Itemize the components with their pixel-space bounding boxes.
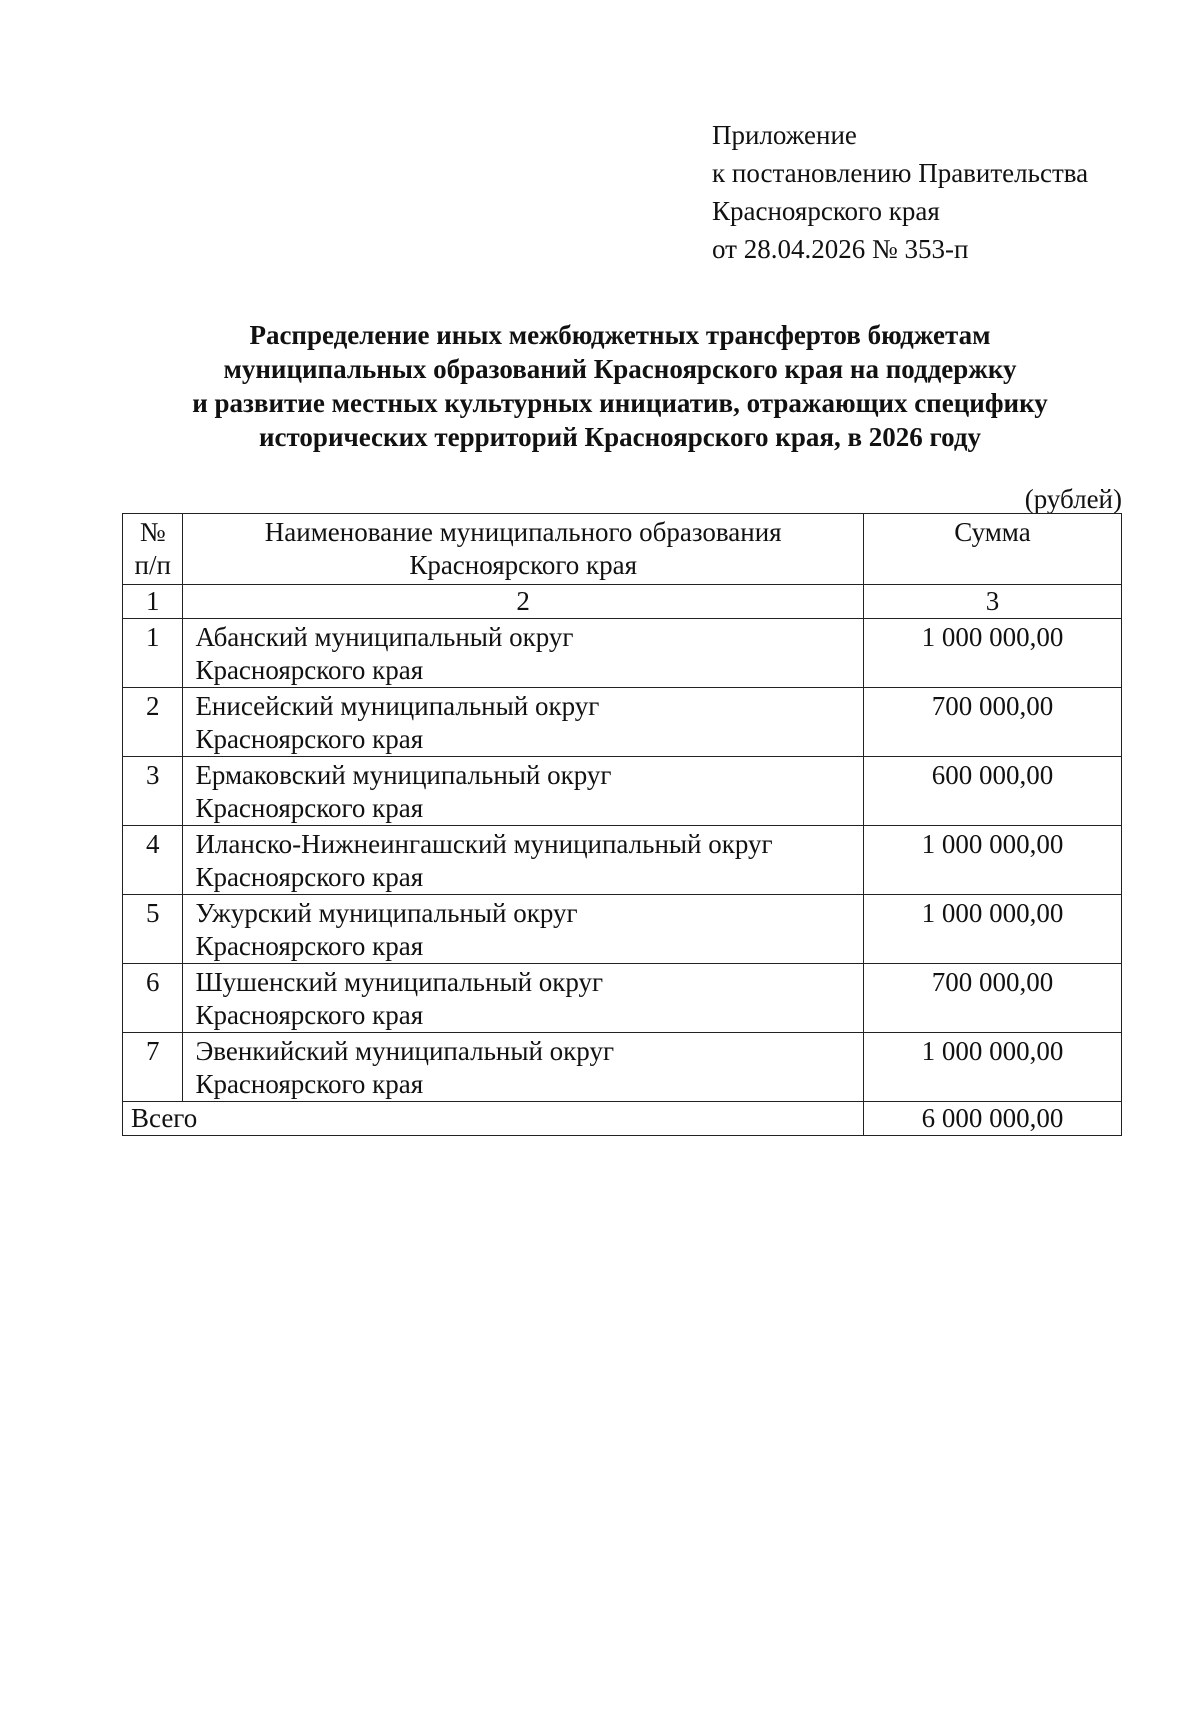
municipality-name [183,757,863,826]
title-line: исторических территорий Красноярского края, в 2026 году [258,422,982,452]
header-name [183,514,863,585]
total-label: Всего [123,1102,864,1136]
municipality-name-line2: Красноярского края [195,862,424,892]
municipality-name [183,619,863,688]
header-sum-label: Сумма [954,517,1031,547]
units-label: (рублей) [1024,484,1122,514]
table-row [123,688,1122,757]
row-number: 1 [123,619,183,688]
municipality-name-line1: Шушенский муниципальный округ [195,967,604,997]
table-row [123,757,1122,826]
distribution-table [122,513,1122,1136]
municipality-name [183,688,863,757]
table-row [123,1033,1122,1102]
table-row [123,619,1122,688]
municipality-name [183,964,863,1033]
row-number: 6 [123,964,183,1033]
row-number: 2 [123,688,183,757]
table-row [123,826,1122,895]
title-line: муниципальных образований Красноярского края на поддержку [223,354,1017,384]
row-sum: 700 000,00 [863,964,1121,1033]
municipality-name-line2: Красноярского края [195,1069,424,1099]
municipality-name-line2: Красноярского края [195,1000,424,1030]
row-sum: 700 000,00 [863,688,1121,757]
row-sum: 600 000,00 [863,757,1121,826]
header-name-line2: Красноярского края [409,550,638,580]
table-header-row [123,514,1122,585]
header-number-line1: № [139,517,166,547]
header-number [123,514,183,585]
appendix-line: от 28.04.2026 № 353-п [712,234,969,264]
row-number: 7 [123,1033,183,1102]
municipality-name-line2: Красноярского края [195,655,424,685]
municipality-name-line1: Абанский муниципальный округ [195,622,574,652]
row-number: 3 [123,757,183,826]
appendix-line: Красноярского края [712,196,940,226]
title-line: и развитие местных культурных инициатив, отражающих специфику [192,388,1048,418]
municipality-name-line2: Красноярского края [195,931,424,961]
municipality-name-line1: Иланско-Нижнеингашский муниципальный округ [195,829,773,859]
column-number: 3 [863,585,1121,619]
municipality-name-line1: Эвенкийский муниципальный округ [195,1036,615,1066]
row-sum: 1 000 000,00 [863,826,1121,895]
row-sum: 1 000 000,00 [863,1033,1121,1102]
municipality-name [183,826,863,895]
row-sum: 1 000 000,00 [863,895,1121,964]
table-row [123,964,1122,1033]
header-number-line2: п/п [134,550,171,580]
row-number: 4 [123,826,183,895]
appendix-block [712,116,1088,268]
total-row [123,1102,1122,1136]
column-number: 2 [183,585,863,619]
column-number-row [123,585,1122,619]
municipality-name-line1: Ермаковский муниципальный округ [195,760,612,790]
total-sum: 6 000 000,00 [863,1102,1121,1136]
table-row [123,895,1122,964]
municipality-name-line1: Енисейский муниципальный округ [195,691,600,721]
row-number: 5 [123,895,183,964]
column-number: 1 [123,585,183,619]
header-sum [863,514,1121,585]
document-title [120,318,1120,454]
municipality-name-line2: Красноярского края [195,793,424,823]
header-name-line1: Наименование муниципального образования [264,517,782,547]
title-line: Распределение иных межбюджетных трансфертов бюджетам [249,320,991,350]
appendix-line: Приложение [712,120,857,150]
municipality-name [183,895,863,964]
municipality-name [183,1033,863,1102]
appendix-line: к постановлению Правительства [712,158,1089,188]
row-sum: 1 000 000,00 [863,619,1121,688]
municipality-name-line1: Ужурский муниципальный округ [195,898,578,928]
municipality-name-line2: Красноярского края [195,724,424,754]
